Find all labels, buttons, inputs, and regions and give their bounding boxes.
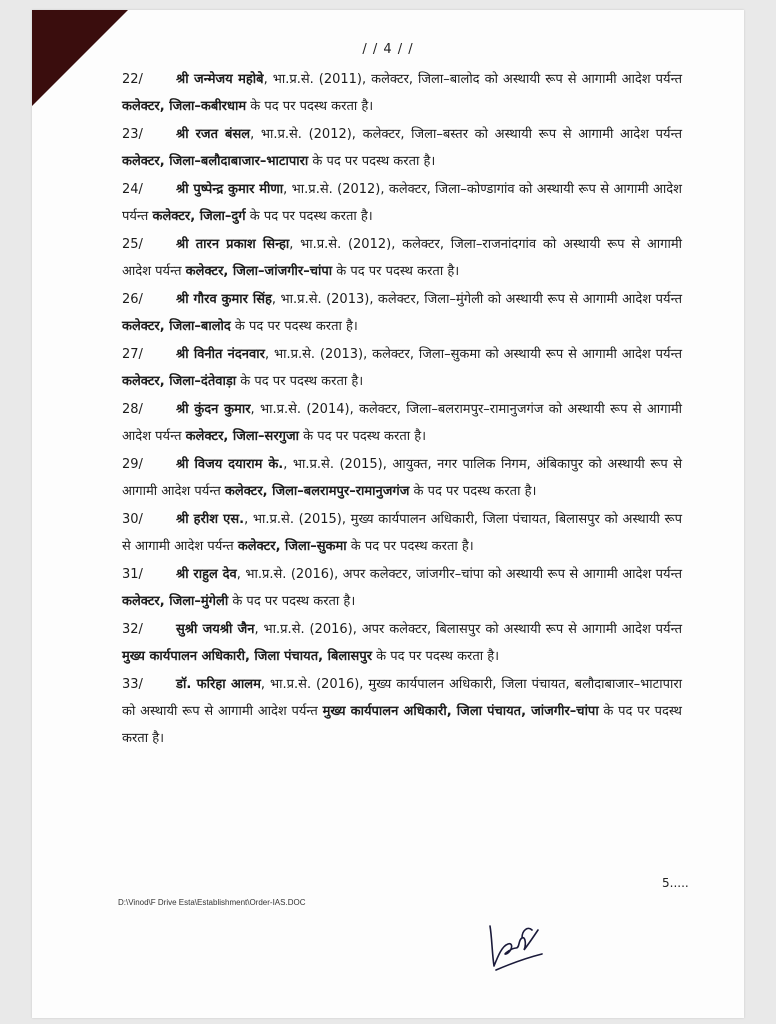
order-text: के पद पर पदस्थ करता है। (245, 209, 373, 224)
order-bold-text: कलेक्टर, जिला–जांजगीर–चांपा (185, 264, 333, 279)
order-bold-text: कलेक्टर, जिला–दंतेवाड़ा (122, 374, 237, 389)
order-text: के पद पर पदस्थ करता है। (332, 264, 460, 279)
order-bold-text: कलेक्टर, जिला–बलौदाबाजार–भाटापारा (122, 154, 309, 169)
order-text: के पद पर पदस्थ करता है। (299, 429, 427, 444)
order-bold-text: श्री तारन प्रकाश सिन्हा (176, 237, 290, 252)
order-number: 25/ (122, 237, 143, 252)
corner-fold-mark (32, 10, 128, 106)
order-text: के पद पर पदस्थ करता है। (228, 594, 356, 609)
signature (482, 908, 552, 978)
order-bold-text: श्री हरीश एस. (176, 512, 245, 527)
order-number: 22/ (122, 72, 143, 87)
order-bold-text: कलेक्टर, जिला–कबीरधाम (122, 99, 247, 114)
order-text: , भा.प्र.से. (2013), कलेक्टर, जिला–सुकमा को अस्थायी रूप से आगामी आदेश पर्यन्त (264, 347, 682, 362)
order-text: , भा.प्र.से. (2015), मुख्य कार्यपालन अधिकारी, जिला पंचायत, बिलासपुर को अस्थायी रूप से आगामी आदेश पर्यन्त (122, 512, 683, 554)
order-bold-text: श्री पुष्पेन्द्र कुमार मीणा (176, 182, 284, 197)
order-number: 28/ (122, 402, 143, 417)
order-bold-text: कलेक्टर, जिला–सुकमा (237, 539, 347, 554)
order-paragraph (122, 396, 682, 450)
order-bold-text: श्री गौरव कुमार सिंह (176, 292, 272, 307)
order-bold-text: श्री विजय दयाराम के. (176, 457, 284, 472)
order-text: , भा.प्र.से. (2016), मुख्य कार्यपालन अधिकारी, जिला पंचायत, बलौदाबाजार–भाटापारा को अस्थायी रूप से आगामी आदेश पर्यन्त (122, 677, 683, 719)
order-bold-text: कलेक्टर, जिला–सरगुजा (185, 429, 299, 444)
order-bold-text: मुख्य कार्यपालन अधिकारी, जिला पंचायत, जांजगीर–चांपा (322, 704, 599, 719)
order-number: 30/ (122, 512, 143, 527)
order-text: , भा.प्र.से. (2014), कलेक्टर, जिला–बलरामपुर–रामानुजगंज को अस्थायी रूप से आगामी आदेश पर्यन्त (122, 402, 682, 444)
next-page-indicator: 5..... (662, 876, 689, 890)
order-bold-text: कलेक्टर, जिला–मुंगेली (122, 594, 229, 609)
order-bold-text: कलेक्टर, जिला–बलरामपुर–रामानुजगंज (224, 484, 410, 499)
order-paragraph (122, 671, 682, 752)
order-bold-text: कलेक्टर, जिला–दुर्ग (152, 209, 246, 224)
order-text: के पद पर पदस्थ करता है। (346, 539, 474, 554)
order-text: , भा.प्र.से. (2011), कलेक्टर, जिला–बालोद को अस्थायी रूप से आगामी आदेश पर्यन्त (263, 72, 682, 87)
order-text: , भा.प्र.से. (2015), आयुक्त, नगर पालिक निगम, अंबिकापुर को अस्थायी रूप से आगामी आदेश पर्यन्त (122, 457, 683, 499)
order-text: के पद पर पदस्थ करता है। (372, 649, 500, 664)
file-path: D:\Vinod\F Drive Esta\Establishment\Order-IAS.DOC (118, 898, 306, 907)
order-number: 23/ (122, 127, 143, 142)
order-bold-text: डॉ. फरिहा आलम (176, 677, 261, 692)
order-bold-text: श्री जन्मेजय महोबे (176, 72, 264, 87)
order-text: , भा.प्र.से. (2012), कलेक्टर, जिला–बस्तर को अस्थायी रूप से आगामी आदेश पर्यन्त (250, 127, 682, 142)
order-text: , भा.प्र.से. (2016), अपर कलेक्टर, बिलासपुर को अस्थायी रूप से आगामी आदेश पर्यन्त (254, 622, 682, 637)
order-number: 27/ (122, 347, 143, 362)
order-number: 32/ (122, 622, 143, 637)
order-bold-text: श्री कुंदन कुमार (176, 402, 251, 417)
order-bold-text: श्री रजत बंसल (176, 127, 251, 142)
order-number: 31/ (122, 567, 143, 582)
order-paragraph (122, 286, 682, 340)
order-text: के पद पर पदस्थ करता है। (246, 99, 374, 114)
order-text: के पद पर पदस्थ करता है। (308, 154, 436, 169)
order-text: , भा.प्र.से. (2012), कलेक्टर, जिला–कोण्डागांव को अस्थायी रूप से आगामी आदेश पर्यन्त (122, 182, 682, 224)
order-bold-text: मुख्य कार्यपालन अधिकारी, जिला पंचायत, बिलासपुर (122, 649, 373, 664)
order-paragraph (122, 176, 682, 230)
order-text: के पद पर पदस्थ करता है। (122, 704, 682, 746)
order-number: 24/ (122, 182, 143, 197)
order-paragraph (122, 561, 682, 615)
order-text: , भा.प्र.से. (2012), कलेक्टर, जिला–राजनांदगांव को अस्थायी रूप से आगामी आदेश पर्यन्त (122, 237, 682, 279)
order-text: के पद पर पदस्थ करता है। (409, 484, 537, 499)
page-number: / / 4 / / (362, 42, 414, 57)
order-paragraph (122, 451, 682, 505)
order-text: के पद पर पदस्थ करता है। (230, 319, 358, 334)
order-bold-text: श्री विनीत नंदनवार (176, 347, 265, 362)
order-paragraph (122, 66, 682, 120)
order-text: , भा.प्र.से. (2016), अपर कलेक्टर, जांजगीर–चांपा को अस्थायी रूप से आगामी आदेश पर्यन्त (236, 567, 683, 582)
order-text: के पद पर पदस्थ करता है। (236, 374, 364, 389)
order-text: , भा.प्र.से. (2013), कलेक्टर, जिला–मुंगेली को अस्थायी रूप से आगामी आदेश पर्यन्त (271, 292, 682, 307)
order-number: 26/ (122, 292, 143, 307)
order-bold-text: श्री राहुल देव (176, 567, 237, 582)
order-number: 33/ (122, 677, 143, 692)
order-paragraph (122, 506, 682, 560)
order-bold-text: सुश्री जयश्री जैन (176, 622, 255, 637)
order-paragraph (122, 616, 682, 670)
order-paragraph (122, 231, 682, 285)
document-page (32, 10, 744, 1018)
order-bold-text: कलेक्टर, जिला–बालोद (122, 319, 231, 334)
order-paragraph (122, 121, 682, 175)
order-list (122, 66, 682, 753)
order-paragraph (122, 341, 682, 395)
order-number: 29/ (122, 457, 143, 472)
